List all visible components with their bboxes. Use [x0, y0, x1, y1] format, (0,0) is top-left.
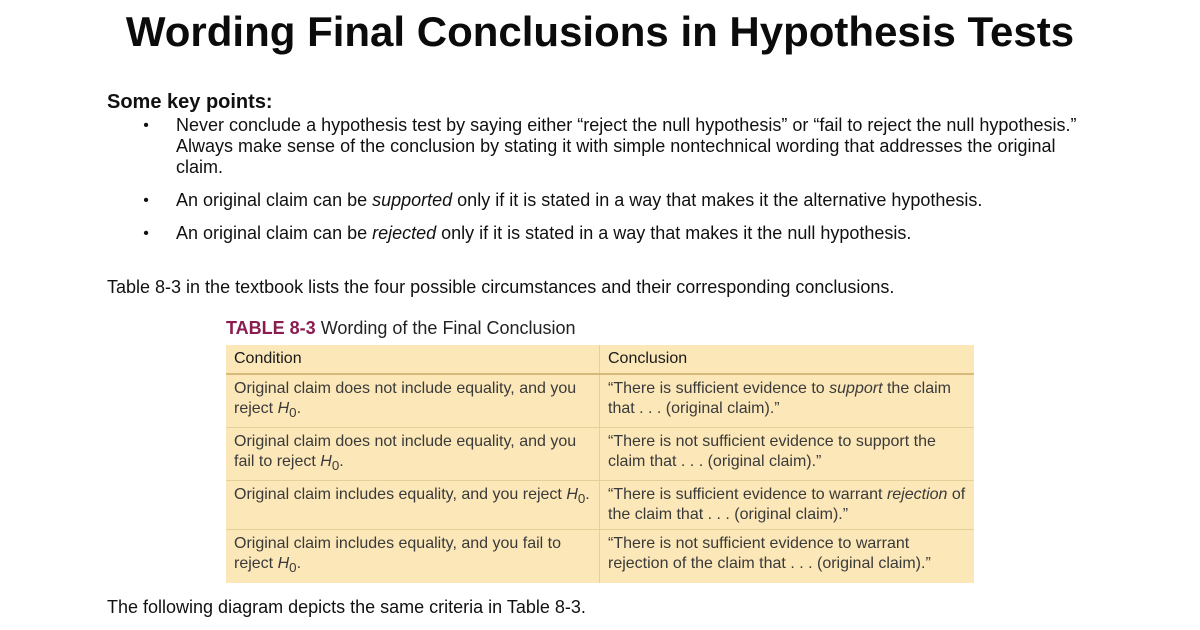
condition-cell: Original claim does not include equality, and you reject $H_0$. — [226, 374, 600, 428]
key-point-2 — [140, 190, 1090, 211]
table-caption — [226, 318, 576, 339]
table-label: TABLE 8-3 — [226, 318, 316, 338]
table-row — [226, 530, 974, 583]
key-point-text: Never conclude a hypothesis test by saying either “reject the null hypothesis” or “fail to reject the null hypothesis.” Always make sense of the conclusion by stating it with simple nontechnical wording that addresses the original claim. — [176, 115, 1077, 177]
conclusion-cell: “There is sufficient evidence to warrant rejection of the claim that . . . (original claim).” — [600, 481, 975, 530]
conclusion-cell: “There is not sufficient evidence to support the claim that . . . (original claim).” — [600, 428, 975, 481]
condition-cell: Original claim does not include equality, and you fail to reject $H_0$. — [226, 428, 600, 481]
intro-text: Table 8-3 in the textbook lists the four possible circumstances and their corresponding conclusions. — [107, 277, 895, 297]
table-header-row — [226, 345, 974, 374]
bullet-icon: • — [143, 225, 149, 242]
page-title: Wording Final Conclusions in Hypothesis Tests — [125, 8, 1075, 55]
key-point-1 — [140, 115, 1090, 178]
bullet-icon: • — [143, 192, 149, 209]
header-condition: Condition — [226, 345, 600, 374]
conclusion-table — [226, 345, 974, 583]
key-points-heading: Some key points: — [107, 91, 273, 113]
key-point-text-post: only if it is stated in a way that makes it the alternative hypothesis. — [452, 190, 983, 210]
footer-text: The following diagram depicts the same criteria in Table 8-3. — [107, 597, 586, 617]
key-point-text-pre: An original claim can be — [176, 223, 373, 243]
conclusion-cell: “There is not sufficient evidence to warrant rejection of the claim that . . . (original claim).” — [608, 535, 931, 573]
key-point-text-pre: An original claim can be — [176, 190, 373, 210]
header-conclusion: Conclusion — [600, 345, 975, 374]
key-point-text-post: only if it is stated in a way that makes it the null hypothesis. — [436, 223, 912, 243]
key-point-emphasis: supported — [372, 190, 453, 210]
condition-cell: Original claim includes equality, and you fail to reject $H_0$. — [226, 530, 600, 583]
key-points-list — [140, 115, 1090, 244]
key-point-emphasis: rejected — [372, 223, 437, 243]
bullet-icon: • — [143, 117, 149, 134]
table-row — [226, 481, 974, 530]
condition-cell: Original claim includes equality, and you reject $H_0$. — [226, 481, 600, 530]
table-row — [226, 374, 974, 428]
conclusion-cell: “There is sufficient evidence to support the claim that . . . (original claim).” — [600, 374, 975, 428]
table-row — [226, 428, 974, 481]
table-caption-text: Wording of the Final Conclusion — [320, 318, 576, 338]
key-point-3 — [140, 223, 1090, 244]
